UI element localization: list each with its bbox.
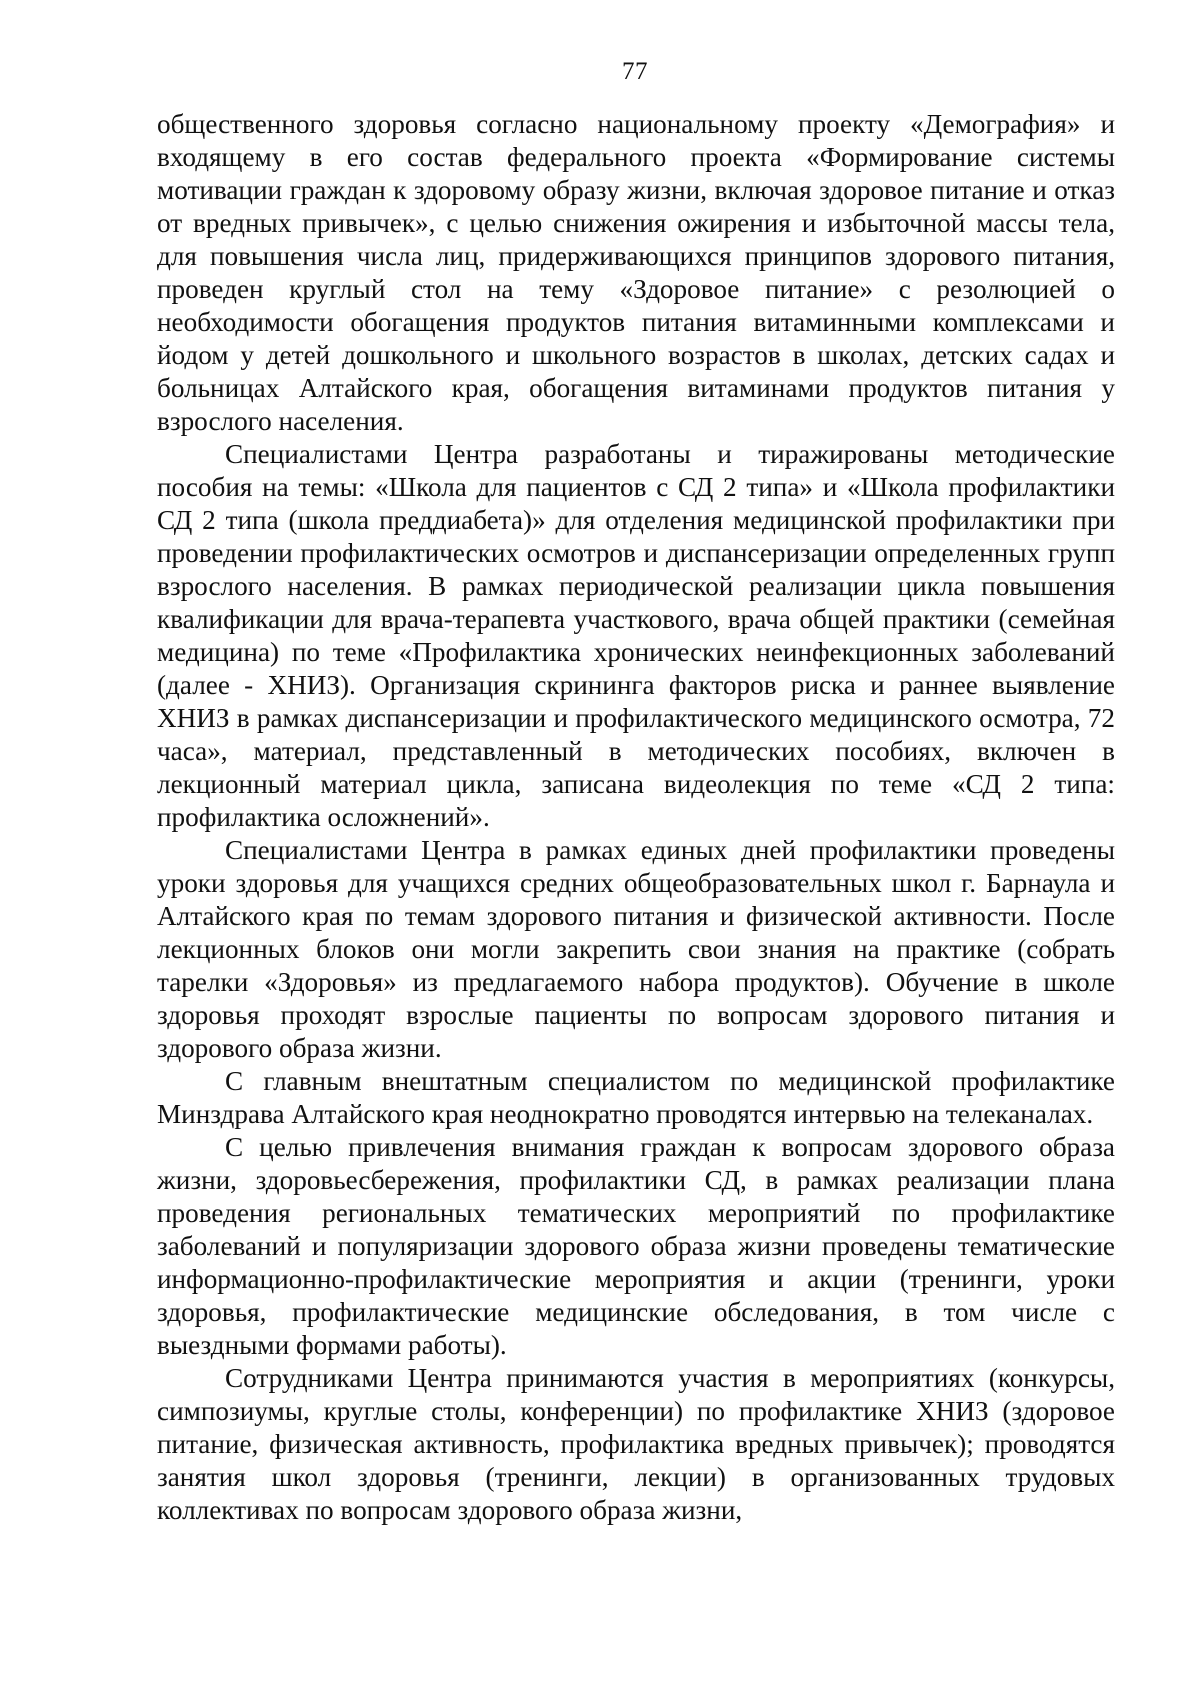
paragraph-6: Сотрудниками Центра принимаются участия в мероприятиях (конкурсы, симпозиумы, круглые столы, конференции) по профилактике ХНИЗ (здоровое питание, физическая активность, профилактика вредных привычек); проводятся занятия школ здоровья (тренинги, лекции) в организованных трудовых коллективах по вопросам здорового образа жизни,: [157, 1363, 1115, 1525]
paragraph-1: общественного здоровья согласно национальному проекту «Демография» и входящему в его состав федерального проекта «Формирование системы мотивации граждан к здоровому образу жизни, включая здоровое питание и отказ от вредных привычек», с целью снижения ожирения и избыточной массы тела, для повышения числа лиц, придерживающихся принципов здорового питания, проведен круглый стол на тему «Здоровое питание» с резолюцией о необходимости обогащения продуктов питания витаминными комплексами и йодом у детей дошкольного и школьного возрастов в школах, детских садах и больницах Алтайского края, обогащения витаминами продуктов питания у взрослого населения.: [157, 109, 1115, 436]
page-body: [157, 108, 1115, 1527]
paragraph-5: С целью привлечения внимания граждан к вопросам здорового образа жизни, здоровьесбережения, профилактики СД, в рамках реализации плана проведения региональных тематических мероприятий по профилактике заболеваний и популяризации здорового образа жизни проведены тематические информационно-профилактические мероприятия и акции (тренинги, уроки здоровья, профилактические медицинские обследования, в том числе с выездными формами работы).: [157, 1132, 1115, 1360]
paragraph-3: Специалистами Центра в рамках единых дней профилактики проведены уроки здоровья для учащихся средних общеобразовательных школ г. Барнаула и Алтайского края по темам здорового питания и физической активности. После лекционных блоков они могли закрепить свои знания на практике (собрать тарелки «Здоровья» из предлагаемого набора продуктов). Обучение в школе здоровья проходят взрослые пациенты по вопросам здорового питания и здорового образа жизни.: [157, 835, 1115, 1063]
paragraph-4: С главным внештатным специалистом по медицинской профилактике Минздрава Алтайского края неоднократно проводятся интервью на телеканалах.: [157, 1066, 1115, 1129]
paragraph-2: Специалистами Центра разработаны и тиражированы методические пособия на темы: «Школа для пациентов с СД 2 типа» и «Школа профилактики СД 2 типа (школа преддиабета)» для отделения медицинской профилактики при проведении профилактических осмотров и диспансеризации определенных групп взрослого населения. В рамках периодической реализации цикла повышения квалификации для врача-терапевта участкового, врача общей практики (семейная медицина) по теме «Профилактика хронических неинфекционных заболеваний (далее - ХНИЗ). Организация скрининга факторов риска и раннее выявление ХНИЗ в рамках диспансеризации и профилактического медицинского осмотра, 72 часа», материал, представленный в методических пособиях, включен в лекционный материал цикла, записана видеолекция по теме «СД 2 типа: профилактика осложнений».: [157, 439, 1115, 832]
page-number: 77: [622, 58, 648, 85]
